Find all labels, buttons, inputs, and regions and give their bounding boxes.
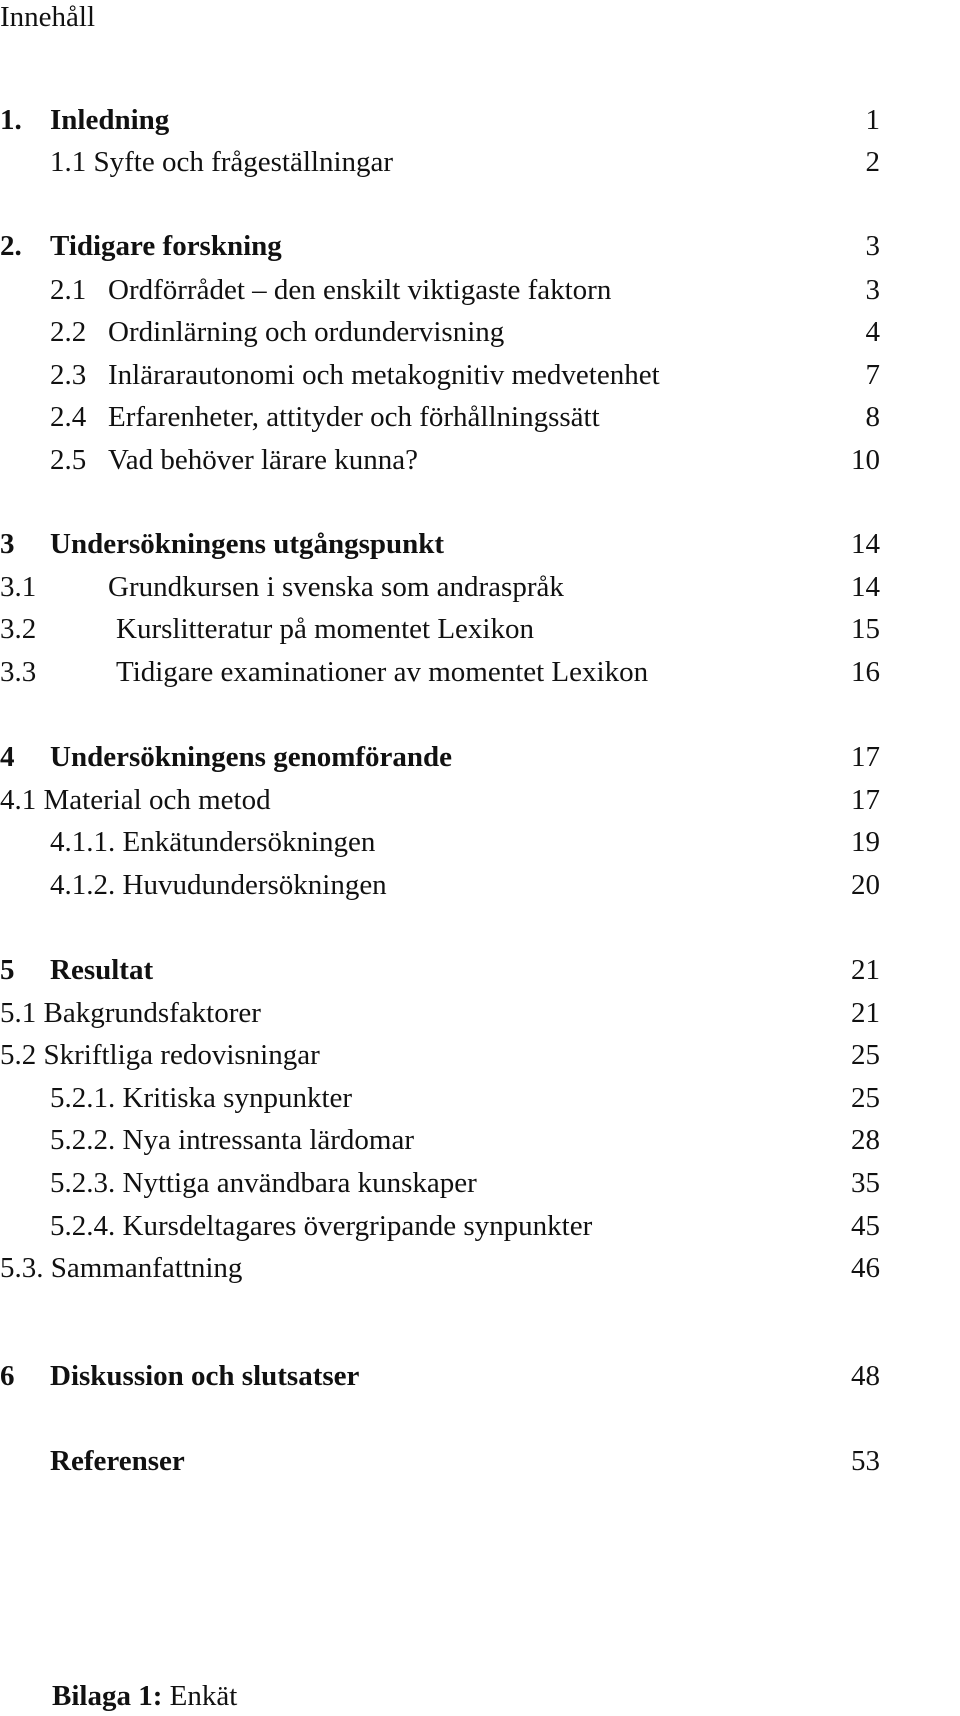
toc-entry-page: 19 <box>851 826 880 858</box>
toc-entry <box>0 1078 880 1118</box>
toc-entry-page: 45 <box>851 1210 880 1242</box>
toc-entry-title: Vad behöver lärare kunna? <box>108 444 418 476</box>
toc-entry-title: Tidigare forskning <box>50 230 282 262</box>
toc-entry-number: 6 <box>0 1360 15 1392</box>
toc-entry-title: 1.1 Syfte och frågeställningar <box>50 146 394 178</box>
toc-entry <box>0 780 880 820</box>
toc-entry-page: 16 <box>851 656 880 688</box>
toc-entry <box>0 524 880 564</box>
toc-entry <box>0 1035 880 1075</box>
toc-entry <box>0 822 880 862</box>
toc-entry-title: Undersökningens utgångspunkt <box>50 528 445 560</box>
toc-entry-title: Ordinlärning och ordundervisning <box>108 316 505 348</box>
toc-entry-title: 4.1.2. Huvudundersökningen <box>50 869 387 901</box>
toc-entry-number: 2.1 <box>50 274 87 306</box>
toc-entry-page: 10 <box>851 444 880 476</box>
toc-entry <box>0 1248 880 1288</box>
toc-entry-page: 4 <box>865 316 880 348</box>
toc-entry-page: 8 <box>865 401 880 433</box>
toc-entry-page: 25 <box>851 1082 880 1114</box>
toc-entry <box>0 950 880 990</box>
toc-entry-title: 4.1.1. Enkätundersökningen <box>50 826 376 858</box>
toc-entry-title: 5.3. Sammanfattning <box>0 1252 243 1284</box>
toc-entry <box>0 1206 880 1246</box>
toc-entry-title: 5.2.3. Nyttiga användbara kunskaper <box>50 1167 477 1199</box>
toc-entry <box>0 567 880 607</box>
toc-entry <box>0 1163 880 1203</box>
toc-entry <box>0 270 880 310</box>
toc-entry-page: 21 <box>851 954 880 986</box>
toc-entry-number: 3.3 <box>0 656 37 688</box>
toc-entry-title: 5.2 Skriftliga redovisningar <box>0 1039 320 1071</box>
toc-entry-page: 17 <box>851 784 880 816</box>
toc-entry-title: Kurslitteratur på momentet Lexikon <box>116 613 534 645</box>
toc-entry-title: 5.2.4. Kursdeltagares övergripande synpunkter <box>50 1210 593 1242</box>
toc-entry-number: 2.2 <box>50 316 87 348</box>
toc-entry <box>0 1120 880 1160</box>
toc-entry-page: 3 <box>865 274 880 306</box>
toc-entry-title: 5.2.1. Kritiska synpunkter <box>50 1082 353 1114</box>
toc-entry-number: 5 <box>0 954 15 986</box>
toc-entry <box>0 652 880 692</box>
toc-entry-page: 28 <box>851 1124 880 1156</box>
toc-entry-title: Referenser <box>50 1445 185 1477</box>
toc-entry-title: 5.2.2. Nya intressanta lärdomar <box>50 1124 415 1156</box>
toc-entry-number: 3.2 <box>0 613 37 645</box>
toc-entry-title: Erfarenheter, attityder och förhållningssätt <box>108 401 600 433</box>
toc-entry-title: Resultat <box>50 954 154 986</box>
toc-entry-page: 53 <box>851 1445 880 1477</box>
toc-entry <box>0 1356 880 1396</box>
toc-entry <box>0 609 880 649</box>
toc-entry <box>0 355 880 395</box>
toc-entry <box>0 312 880 352</box>
toc-entry-page: 21 <box>851 997 880 1029</box>
appendix-label: Bilaga 1: <box>52 1680 163 1712</box>
toc-entry-page: 14 <box>851 528 880 560</box>
toc-entry-title: Diskussion och slutsatser <box>50 1360 360 1392</box>
toc-entry <box>0 142 880 182</box>
toc-entry-title: Undersökningens genomförande <box>50 741 453 773</box>
toc-entry-number: 3.1 <box>0 571 37 603</box>
toc-entry <box>0 397 880 437</box>
toc-entry-number: 2.4 <box>50 401 87 433</box>
toc-entry <box>0 440 880 480</box>
appendix-title: Enkät <box>169 1680 238 1712</box>
toc-entry-number: 3 <box>0 528 15 560</box>
toc-entry-title: Ordförrådet – den enskilt viktigaste faktorn <box>108 274 612 306</box>
toc-entry-page: 25 <box>851 1039 880 1071</box>
toc-entry-number: 2.5 <box>50 444 87 476</box>
toc-entry-page: 2 <box>865 146 880 178</box>
toc-entry-page: 46 <box>851 1252 880 1284</box>
toc-entry <box>0 737 880 777</box>
toc-entry-title: Grundkursen i svenska som andraspråk <box>108 571 564 603</box>
toc-entry-page: 15 <box>851 613 880 645</box>
toc-entry <box>0 226 880 266</box>
toc-entry-page: 14 <box>851 571 880 603</box>
toc-entry <box>0 993 880 1033</box>
toc-entry <box>0 1441 880 1481</box>
toc-entry-page: 17 <box>851 741 880 773</box>
toc-entry-number: 4 <box>0 741 15 773</box>
toc-entry-page: 7 <box>865 359 880 391</box>
toc-entry-title: Inledning <box>50 104 170 136</box>
toc-entry-title: Inlärarautonomi och metakognitiv medvetenhet <box>108 359 660 391</box>
toc-entry-title: Tidigare examinationer av momentet Lexikon <box>116 656 649 688</box>
toc-entry-page: 35 <box>851 1167 880 1199</box>
appendix-entry <box>52 1676 237 1716</box>
toc-entry-number: 2. <box>0 230 22 262</box>
toc-entry-title: 5.1 Bakgrundsfaktorer <box>0 997 261 1029</box>
toc-entry-page: 1 <box>865 104 880 136</box>
toc-entry <box>0 865 880 905</box>
toc-entry-number: 1. <box>0 104 22 136</box>
toc-entry <box>0 100 880 140</box>
toc-entry-page: 20 <box>851 869 880 901</box>
toc-entry-page: 48 <box>851 1360 880 1392</box>
page-title: Innehåll <box>0 1 96 33</box>
toc-entry-title: 4.1 Material och metod <box>0 784 271 816</box>
toc-entry-number: 2.3 <box>50 359 87 391</box>
toc-entry-page: 3 <box>865 230 880 262</box>
